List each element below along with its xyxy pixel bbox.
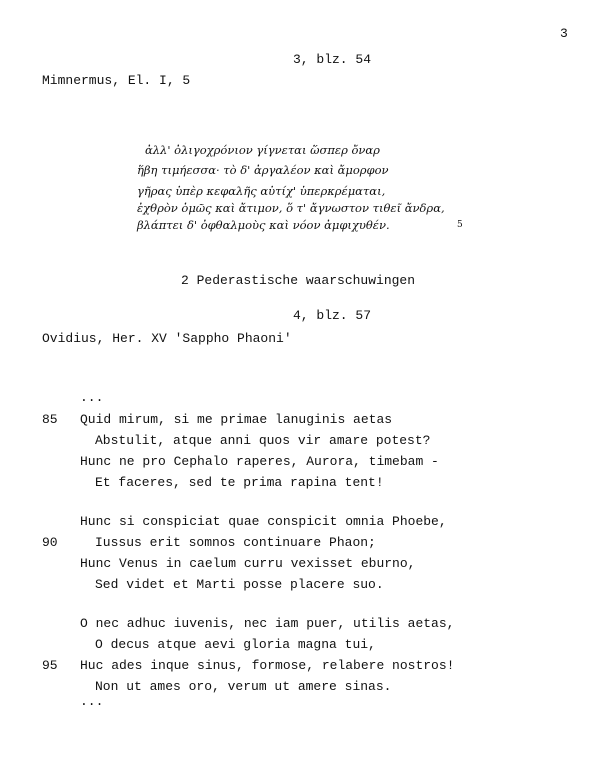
greek-line: βλάπτει δ' ὀφθαλμοὺς καὶ νόον ἀμφιχυθέν. — [137, 218, 390, 232]
verse-line: Hunc ne pro Cephalo raperes, Aurora, timebam - — [80, 454, 439, 469]
section-heading: 2 Pederastische waarschuwingen — [181, 273, 416, 288]
ellipsis-bottom: ... — [80, 694, 104, 709]
verse-line: Iussus erit somnos continuare Phaon; — [95, 535, 376, 550]
verse-line: Quid mirum, si me primae lanuginis aetas — [80, 412, 393, 427]
verse-line: Huc ades inque sinus, formose, relabere nostros! — [80, 658, 455, 673]
page-number: 3 — [560, 26, 568, 41]
verse-line: Et faceres, sed te prima rapina tent! — [95, 475, 384, 490]
reference-4: 4, blz. 57 — [293, 308, 372, 323]
greek-line: ἐχθρὸν ὁμῶς καὶ ἄτιμον, ὅ τ' ἄγνωστον τιθεῖ ἄνδρα, — [137, 201, 445, 215]
greek-line: ἀλλ' ὀλιγοχρόνιον γίγνεται ὥσπερ ὄναρ — [145, 143, 380, 157]
greek-line-number: 5 — [457, 220, 463, 230]
reference-3: 3, blz. 54 — [293, 52, 372, 67]
source-ovidius: Ovidius, Her. XV 'Sappho Phaoni' — [42, 331, 292, 346]
verse-line: O nec adhuc iuvenis, nec iam puer, utilis aetas, — [80, 616, 455, 631]
line-number: 90 — [42, 535, 58, 550]
verse-line: Non ut ames oro, verum ut amere sinas. — [95, 679, 392, 694]
verse-line: Abstulit, atque anni quos vir amare potest? — [95, 433, 431, 448]
line-number: 95 — [42, 658, 58, 673]
verse-line: Hunc si conspiciat quae conspicit omnia Phoebe, — [80, 514, 447, 529]
verse-line: Hunc Venus in caelum curru vexisset eburno, — [80, 556, 416, 571]
verse-line: O decus atque aevi gloria magna tui, — [95, 637, 376, 652]
ellipsis-top: ... — [80, 390, 104, 405]
verse-line: Sed videt et Marti posse placere suo. — [95, 577, 384, 592]
source-mimnermus: Mimnermus, El. I, 5 — [42, 73, 191, 88]
greek-line: γῆρας ὑπὲρ κεφαλῆς αὐτίχ' ὑπερκρέμαται, — [137, 184, 386, 198]
line-number: 85 — [42, 412, 58, 427]
greek-line: ἥβη τιμήεσσα· τὸ δ' ἀργαλέον καὶ ἄμορφον — [137, 163, 389, 177]
